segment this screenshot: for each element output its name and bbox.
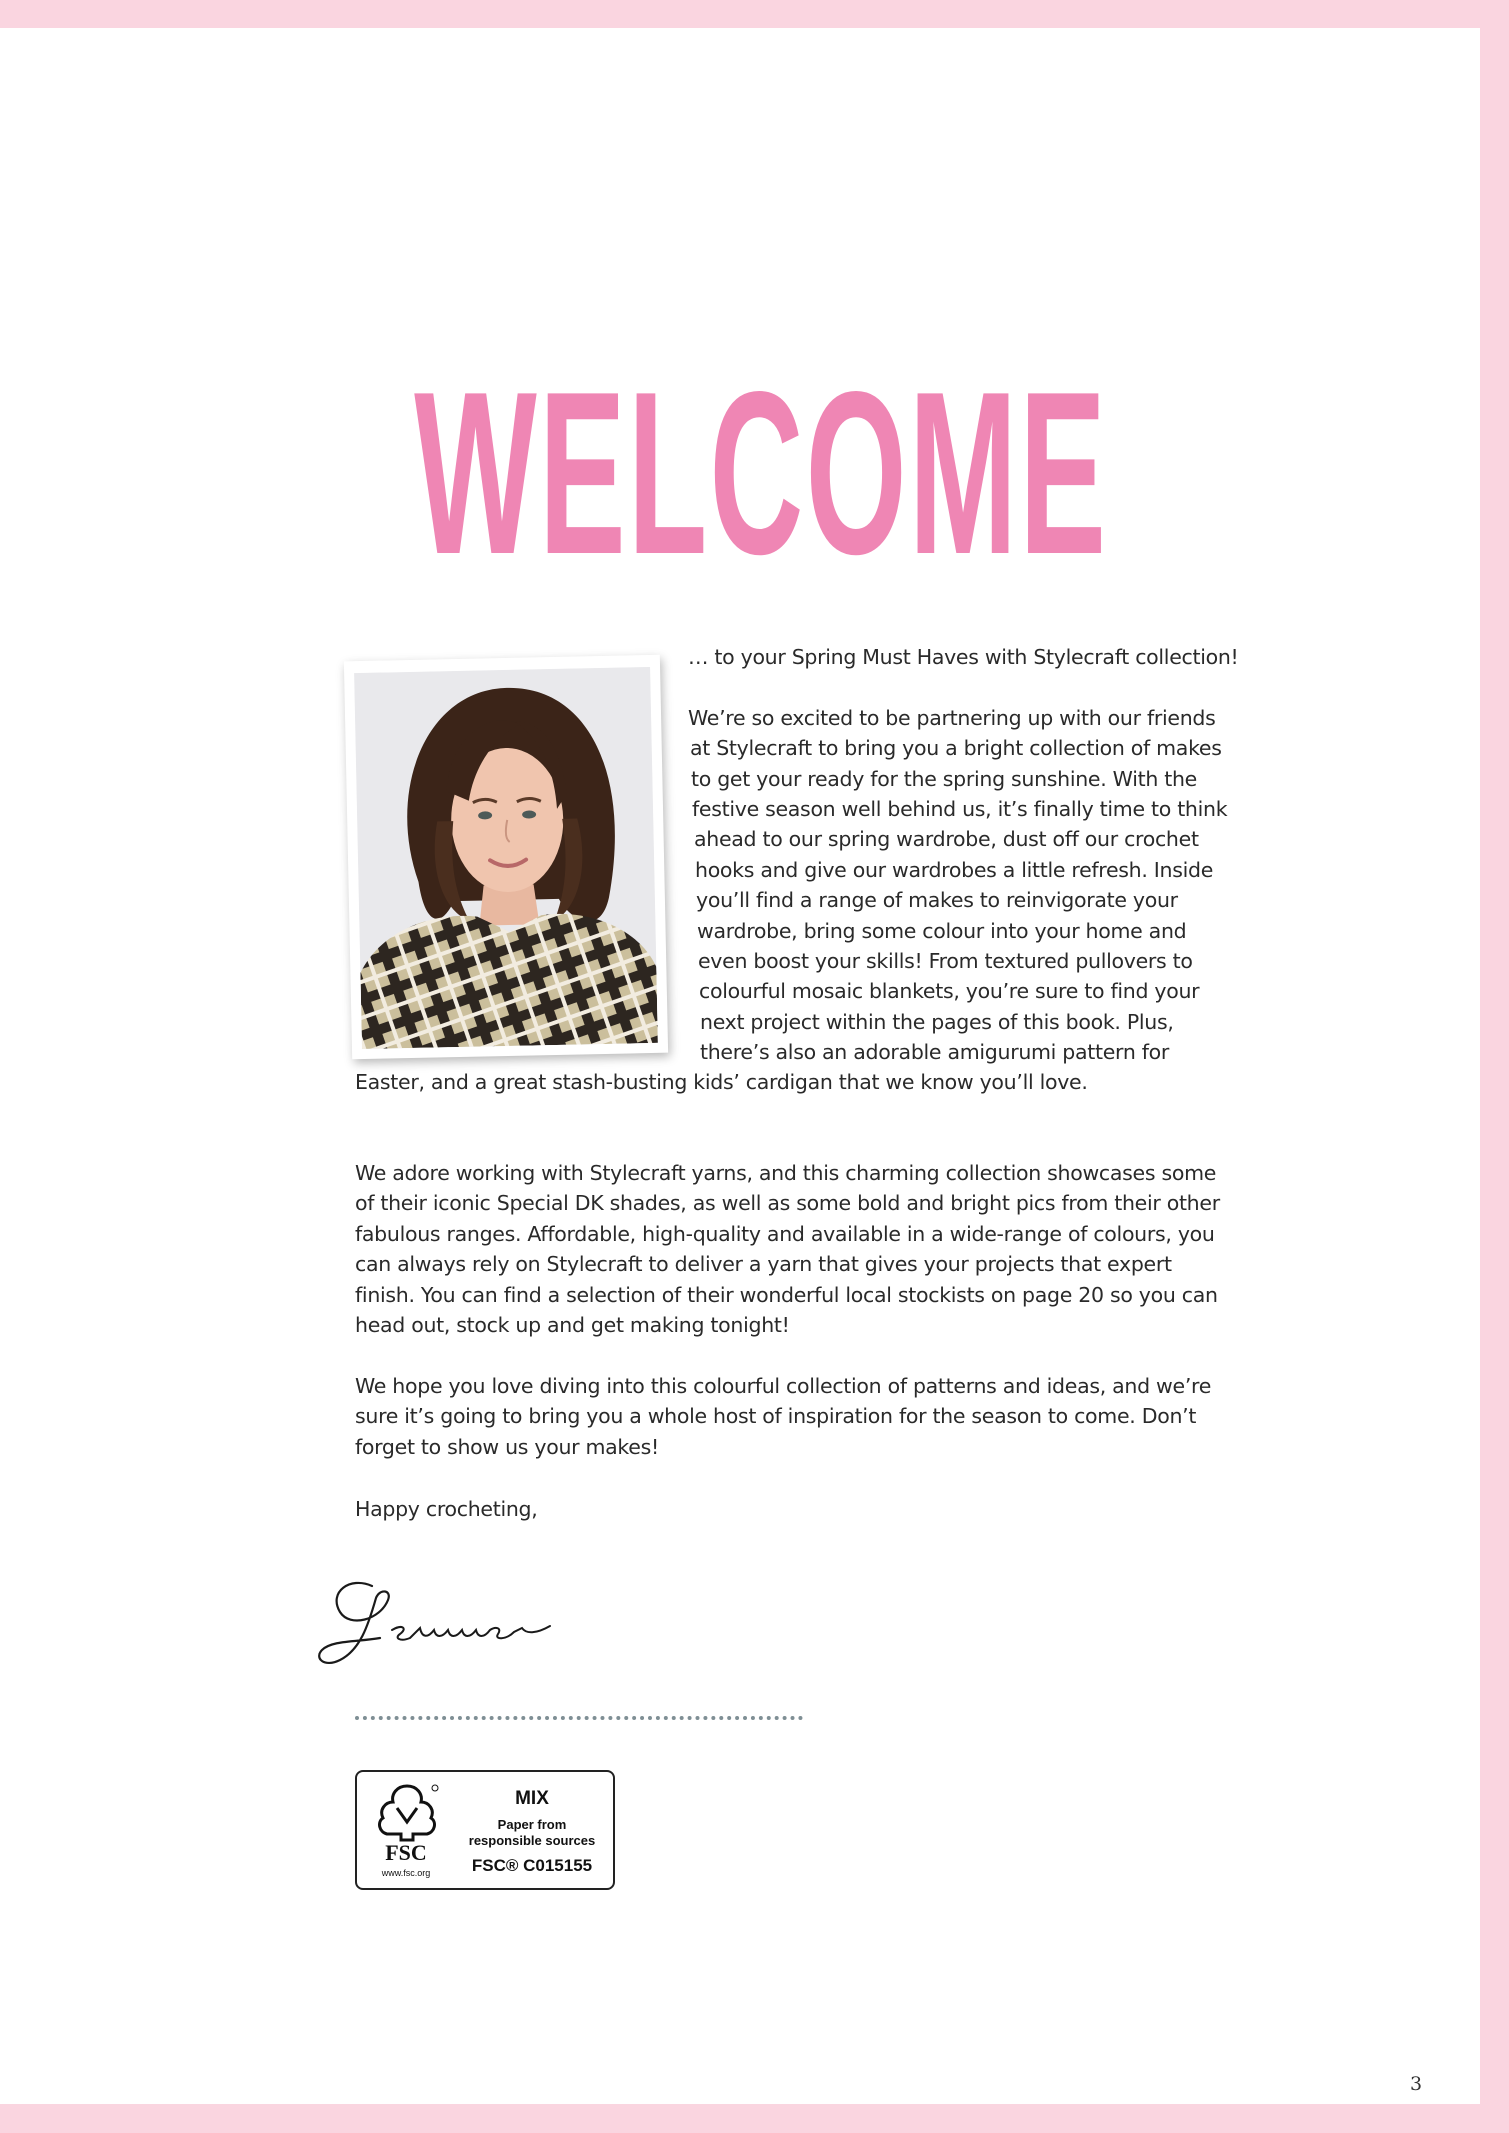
intro-line: We’re so excited to be partnering up with our friends	[688, 706, 1216, 730]
divider	[355, 1716, 803, 1720]
intro-line: hooks and give our wardrobes a little refresh. Inside	[695, 858, 1214, 882]
intro-line: festive season well behind us, it’s finally time to think	[692, 797, 1228, 821]
sign-off: Happy crocheting,	[355, 1497, 538, 1521]
page-title: WELCOME	[414, 344, 1109, 603]
paragraph-stylecraft: We adore working with Stylecraft yarns, and this charming collection showcases some of their iconic Special DK shades, as well as some bold and bright pics from their other fabulous ranges. Affordable, high-quality and available in a wide-range of colours, you can always rely on Stylecraft to deliver a yarn that gives your projects that expert finish. You can find a selection of their wonderful local stockists on page 20 so you can head out, stock up and get making tonight!	[355, 1161, 1220, 1338]
intro-line: there’s also an adorable amigurumi pattern for	[700, 1040, 1170, 1064]
intro-line: colourful mosaic blankets, you’re sure to find your	[699, 979, 1200, 1003]
fsc-paper-line2: responsible sources	[468, 1833, 596, 1848]
fsc-code: FSC® C015155	[471, 1856, 593, 1875]
intro-line: you’ll find a range of makes to reinvigorate your	[696, 888, 1178, 912]
paragraph-closing: We hope you love diving into this colourful collection of patterns and ideas, and we’re sure it’s going to bring you a whole host of inspiration for the season to come. Don’t forget to show us your makes!	[355, 1374, 1212, 1459]
intro-line: to get your ready for the spring sunshine. With the	[691, 767, 1197, 791]
intro-line: even boost your skills! From textured pullovers to	[698, 949, 1193, 973]
intro-line: … to your Spring Must Haves with Stylecraft collection!	[688, 645, 1239, 669]
fsc-badge	[355, 1770, 615, 1890]
intro-line: ahead to our spring wardrobe, dust off our crochet	[694, 827, 1199, 851]
author-photo	[344, 655, 668, 1060]
fsc-paper-line1: Paper from	[497, 1817, 567, 1832]
fsc-tree-icon	[365, 1778, 449, 1882]
signature	[310, 1568, 590, 1678]
fsc-url: www.fsc.org	[381, 1868, 431, 1878]
page-number: 3	[1410, 2073, 1423, 2095]
fsc-paper	[457, 1817, 607, 1849]
intro-line: next project within the pages of this book. Plus,	[700, 1010, 1174, 1034]
page	[0, 28, 1480, 2104]
fsc-logo-text: FSC	[385, 1840, 427, 1865]
intro-last-line: Easter, and a great stash-busting kids’ cardigan that we know you’ll love.	[355, 1070, 1088, 1094]
author-portrait	[354, 667, 658, 1049]
fsc-mix: MIX	[515, 1788, 549, 1809]
intro-line: at Stylecraft to bring you a bright collection of makes	[690, 736, 1222, 760]
intro-line: wardrobe, bring some colour into your home and	[697, 919, 1187, 943]
